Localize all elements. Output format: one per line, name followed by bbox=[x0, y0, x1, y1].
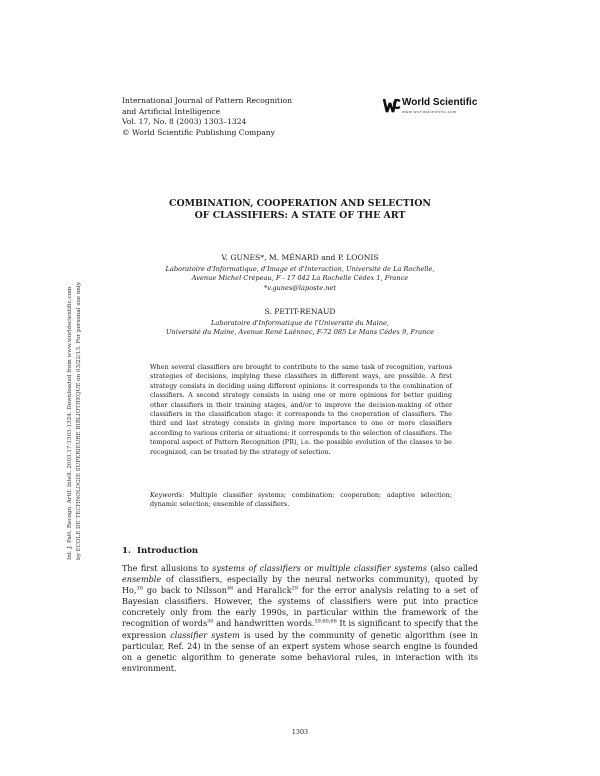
download-watermark bbox=[58, 200, 94, 560]
emphasis: multiple classifier systems bbox=[316, 563, 427, 573]
paper-title bbox=[100, 198, 500, 222]
journal-info bbox=[122, 96, 292, 138]
title-line: OF CLASSIFIERS: A STATE OF THE ART bbox=[194, 210, 406, 221]
affiliation-primary bbox=[80, 265, 520, 293]
section-title: Introduction bbox=[136, 546, 199, 556]
section-number: 1. bbox=[122, 546, 131, 556]
introduction-paragraph bbox=[122, 563, 478, 674]
citation-ref: 59,60,66 bbox=[314, 618, 337, 625]
section-heading bbox=[122, 546, 198, 556]
affiliation-secondary bbox=[80, 319, 520, 338]
citation-ref: 30 bbox=[207, 618, 214, 625]
publisher-url: www.worldscientific.com bbox=[402, 109, 457, 114]
citation-ref: 29 bbox=[291, 585, 298, 592]
watermark-line: by ECOLE DE TECHNOLOGIE SUPERIEURE BIBLIOTHEQUE on 03/22/13. For personal use only. bbox=[76, 281, 82, 560]
affiliation-line: Laboratoire d'Informatique de l'Université du Maine, bbox=[211, 319, 389, 327]
page-number: 1303 bbox=[291, 728, 309, 736]
keywords bbox=[150, 491, 452, 510]
publisher-logo bbox=[383, 94, 483, 118]
emphasis: classifier system bbox=[170, 629, 240, 640]
world-scientific-logo-icon bbox=[383, 96, 401, 116]
affiliation-line: Avenue Michel Crépeau, F - 17 042 La Rochelle Cédex 1, France bbox=[191, 274, 409, 283]
citation-ref: 30 bbox=[136, 585, 143, 592]
emphasis: ensemble bbox=[122, 574, 162, 585]
citation-ref: 46 bbox=[226, 585, 234, 592]
abstract bbox=[150, 363, 452, 457]
affiliation-line: Laboratoire d'Informatique, d'Image et d'Interaction, Université de La Rochelle, bbox=[165, 265, 435, 273]
authors-secondary: S. PETIT-RENAUD bbox=[264, 307, 336, 316]
paragraph-text: The first allusions to systems of classifiers or multiple classifier systems (also called ensemble of classifiers, especially by the neural networks community), quoted by Ho,$^{30}$ go back to Nilsson$^{46}$ and Haralick$^{29}$ for the error analysis relating to a set of Bayesian classifiers. However, the systems of classifiers were put into practice concretely only from the early 1990s, in particular within the framework of the recognition of words$^{30}$ and handwritten words.$^{59,60,66}$ It is significant to specify that the expression classifier system is used by the community of genetic algorithm (see in particular, Ref. 24) in the sense of an expert system whose search engine is founded on a genetic algorithm to generate some behavioral rules, in interaction with its environment. bbox=[122, 563, 479, 673]
emphasis: systems of classifiers bbox=[212, 563, 301, 573]
authors-primary: V. GUNES*, M. MÉNARD and P. LOONIS bbox=[221, 253, 379, 262]
publisher-name: World Scientific bbox=[402, 97, 478, 108]
journal-name-line: and Artificial Intelligence bbox=[122, 106, 221, 116]
keywords-label: Keywords: bbox=[150, 491, 185, 499]
affiliation-line: Université du Maine, Avenue René Laënnec, F-72 085 Le Mans Cédex 9, France bbox=[166, 328, 434, 337]
title-line: COMBINATION, COOPERATION AND SELECTION bbox=[168, 198, 432, 209]
journal-name-line: International Journal of Pattern Recognition bbox=[122, 96, 292, 105]
watermark-line: Int. J. Patt. Recogn. Artif. Intell. 2003.17:1303-1324. Downloaded from www.worldscientific.com bbox=[67, 286, 73, 560]
author-email: *v.gunes@laposte.net bbox=[264, 283, 336, 292]
keywords-text: Multiple classifier systems; combination; cooperation; adaptive selection; dynamic selection; ensemble of classifiers. bbox=[150, 491, 452, 509]
journal-copyright: © World Scientific Publishing Company bbox=[122, 127, 275, 137]
journal-volume: Vol. 17, No. 8 (2003) 1303–1324 bbox=[122, 117, 247, 127]
abstract-text: When several classifiers are brought to contribute to the same task of recognition, various strategies of decisions, implying these classifiers in different ways, are possible. A first strategy consists in deciding using different opinions: it corresponds to the combination of classifiers. A second strategy consists in using one or more opinions for better guiding other classifiers in their training stages, and/or to improve the decision-making of other classifiers in the classification stage: it corresponds to the cooperation of classifiers. The third and last strategy consists in giving more importance to one or more classifiers according to various criteria or situations: it corresponds to the selection of classifiers. The temporal aspect of Pattern Recognition (PR), i.e. the possible evolution of the classes to be recognized, can be treated by the strategy of selection. bbox=[150, 363, 452, 456]
